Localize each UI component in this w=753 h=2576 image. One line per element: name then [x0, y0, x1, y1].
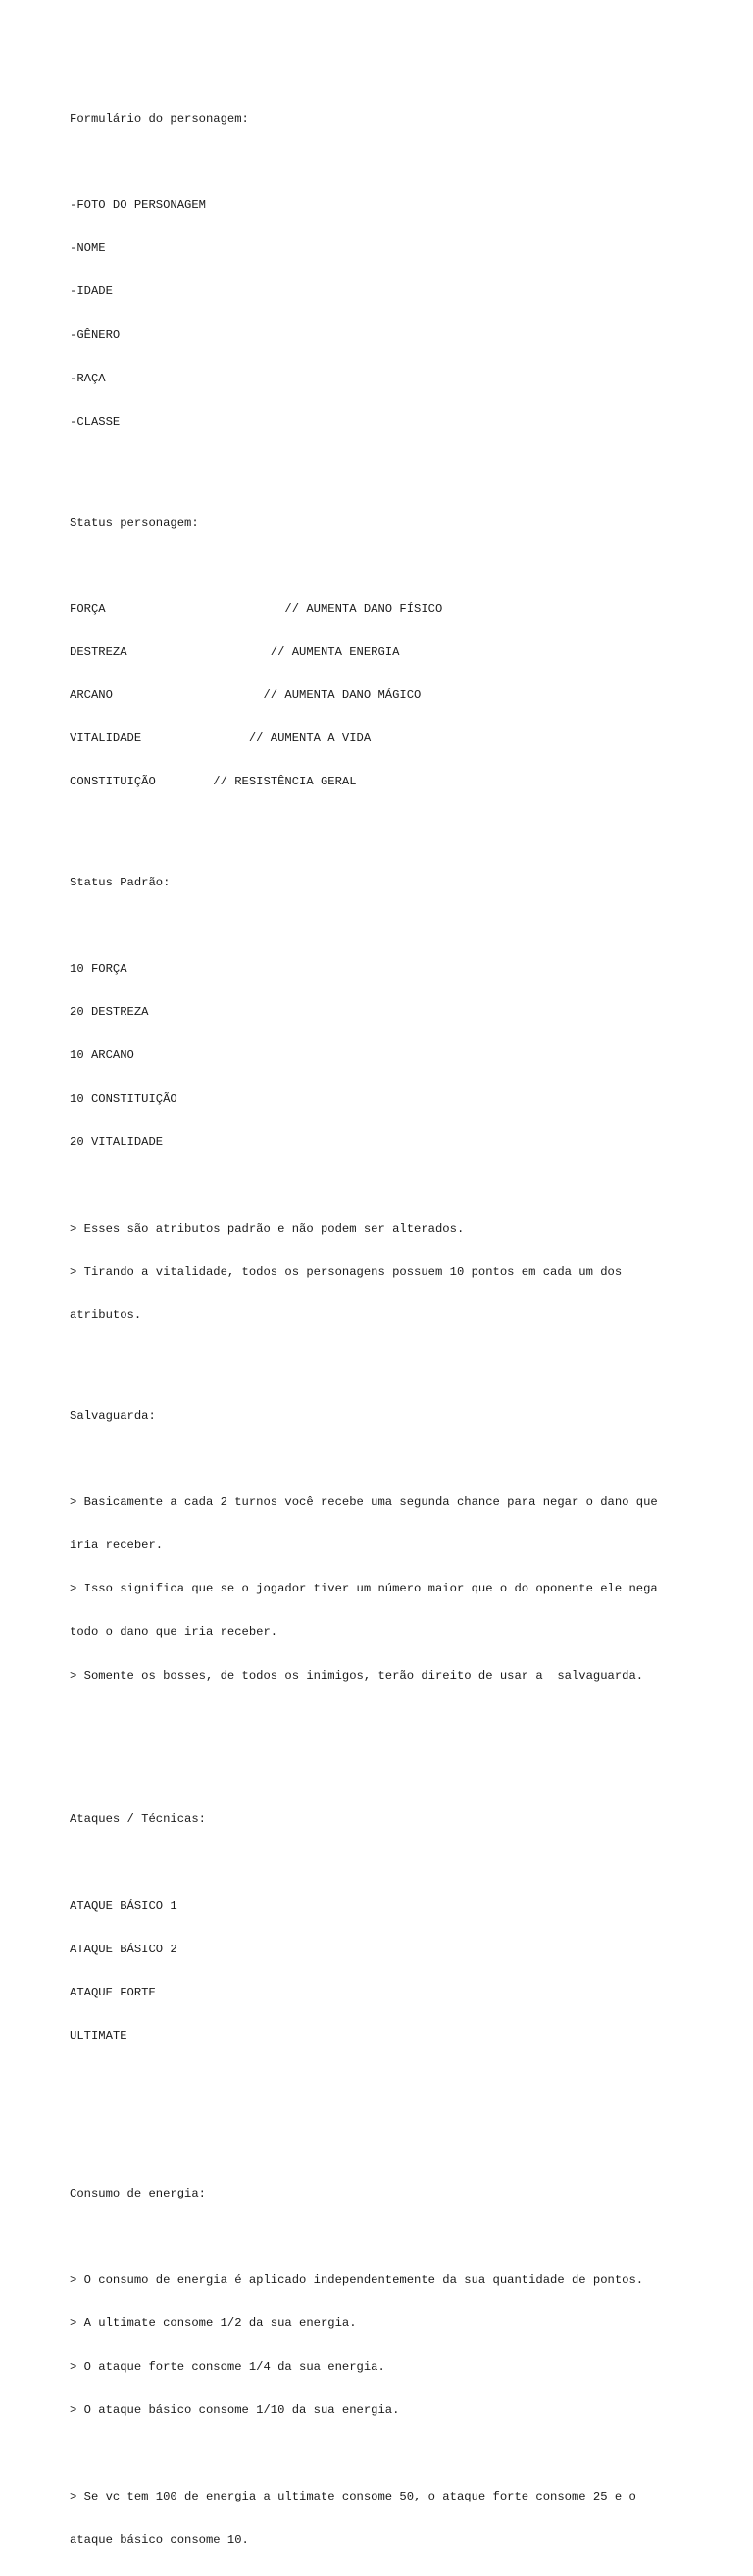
form-item: -NOME — [70, 241, 106, 256]
form-heading: Formulário do personagem: — [70, 112, 249, 126]
energy-line: > O consumo de energia é aplicado independentemente da sua quantidade de pontos. — [70, 2273, 644, 2288]
default-status-item: 10 CONSTITUIÇÃO — [70, 1091, 177, 1106]
attack-item: ATAQUE BÁSICO 2 — [70, 1942, 177, 1956]
form-item: -FOTO DO PERSONAGEM — [70, 198, 206, 213]
attack-item: ATAQUE FORTE — [70, 1985, 156, 1999]
default-status-item: 20 VITALIDADE — [70, 1135, 164, 1149]
status-row: VITALIDADE // AUMENTA A VIDA — [70, 732, 372, 746]
default-status-heading: Status Padrão: — [70, 876, 171, 890]
status-row: DESTREZA // AUMENTA ENERGIA — [70, 644, 400, 659]
attack-item: ULTIMATE — [70, 2028, 127, 2043]
default-status-item: 10 FORÇA — [70, 962, 127, 977]
energy-line: > O ataque forte consome 1/4 da sua energia. — [70, 2359, 385, 2374]
form-item: -IDADE — [70, 284, 113, 299]
form-item: -CLASSE — [70, 414, 121, 429]
safeguard-line: > Somente os bosses, de todos os inimigos, terão direito de usar a salvaguarda. — [70, 1668, 644, 1683]
form-item: -GÊNERO — [70, 328, 121, 342]
energy-line: > O ataque básico consome 1/10 da sua energia. — [70, 2402, 400, 2417]
default-status-item: 10 ARCANO — [70, 1048, 134, 1063]
energy-heading: Consumo de energia: — [70, 2187, 206, 2201]
form-item: -RAÇA — [70, 371, 106, 385]
status-heading: Status personagem: — [70, 515, 199, 530]
safeguard-line: > Isso significa que se o jogador tiver um número maior que o do oponente ele nega — [70, 1582, 658, 1596]
status-row: ARCANO // AUMENTA DANO MÁGICO — [70, 688, 422, 703]
attacks-heading: Ataques / Técnicas: — [70, 1812, 206, 1827]
status-row: CONSTITUIÇÃO // RESISTÊNCIA GERAL — [70, 775, 357, 789]
attack-item: ATAQUE BÁSICO 1 — [70, 1898, 177, 1913]
default-status-item: 20 DESTREZA — [70, 1005, 149, 1020]
energy-example-line: ataque básico consome 10. — [70, 2532, 249, 2547]
default-status-note: > Esses são atributos padrão e não podem ser alterados. — [70, 1221, 465, 1236]
energy-line: > A ultimate consome 1/2 da sua energia. — [70, 2316, 357, 2331]
default-status-note: > Tirando a vitalidade, todos os personagens possuem 10 pontos em cada um dos — [70, 1264, 623, 1279]
safeguard-line: > Basicamente a cada 2 turnos você recebe uma segunda chance para negar o dano que — [70, 1495, 658, 1510]
document-body — [70, 69, 736, 2576]
safeguard-heading: Salvaguarda: — [70, 1408, 156, 1423]
safeguard-line: todo o dano que iria receber. — [70, 1625, 278, 1640]
energy-example-line: > Se vc tem 100 de energia a ultimate consome 50, o ataque forte consome 25 e o — [70, 2489, 636, 2503]
safeguard-line: iria receber. — [70, 1539, 164, 1553]
default-status-note: atributos. — [70, 1308, 142, 1323]
status-row: FORÇA // AUMENTA DANO FÍSICO — [70, 601, 443, 616]
